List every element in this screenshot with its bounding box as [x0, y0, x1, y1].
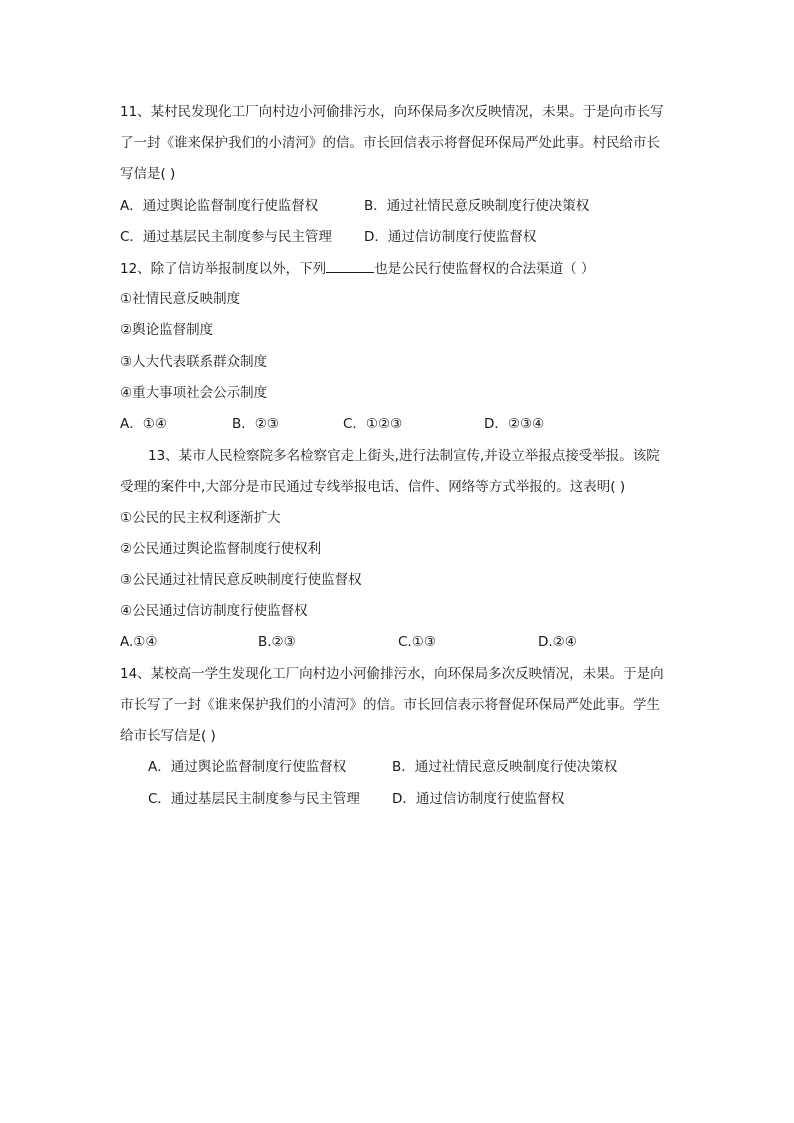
q14-option-b: B．通过社情民意反映制度行使决策权 — [392, 759, 618, 775]
q13-item-4: ④公民通过信访制度行使监督权 — [120, 603, 308, 619]
q14-option-d: D．通过信访制度行使监督权 — [392, 791, 565, 807]
q12-item-1: ①社情民意反映制度 — [120, 291, 241, 307]
q12-option-b: B．②③ — [232, 416, 279, 432]
q14-option-a: A．通过舆论监督制度行使监督权 — [148, 759, 347, 775]
q13-option-c: C.①③ — [398, 634, 436, 650]
q13-item-3: ③公民通过社情民意反映制度行使监督权 — [120, 572, 362, 588]
q13-item-1: ①公民的民主权利逐渐扩大 — [120, 510, 281, 526]
q12-stem-after: 也是公民行使监督权的合法渠道（ ） — [374, 261, 595, 277]
q11-option-c: C．通过基层民主制度参与民主管理 — [120, 229, 332, 245]
q12-stem — [120, 258, 594, 278]
q11-option-d: D．通过信访制度行使监督权 — [364, 229, 537, 245]
q11-option-b: B．通过社情民意反映制度行使决策权 — [364, 198, 590, 214]
q13-item-2: ②公民通过舆论监督制度行使权利 — [120, 541, 322, 557]
q11-stem-line1: 11、某村民发现化工厂向村边小河偷排污水，向环保局多次反映情况，未果。于是向市长写 — [120, 104, 664, 120]
q12-option-c: C．①②③ — [343, 416, 403, 432]
q14-stem-line3: 给市长写信是( ) — [120, 728, 216, 744]
q12-item-2: ②舆论监督制度 — [120, 322, 214, 338]
q13-option-d: D.②④ — [538, 634, 577, 650]
q14-stem-line1: 14、某校高一学生发现化工厂向村边小河偷排污水，向环保局多次反映情况，未果。于是向 — [120, 666, 664, 682]
q12-option-a: A．①④ — [120, 416, 167, 432]
q12-stem-before: 12、除了信访举报制度以外，下列 — [120, 261, 327, 277]
q12-item-4: ④重大事项社会公示制度 — [120, 385, 268, 401]
q11-stem-line2: 了一封《谁来保护我们的小清河》的信。市长回信表示将督促环保局严处此事。村民给市长 — [120, 135, 660, 151]
q13-option-a: A.①④ — [120, 634, 158, 650]
q12-item-3: ③人大代表联系群众制度 — [120, 354, 268, 370]
q13-stem-line2: 受理的案件中,大部分是市民通过专线举报电话、信件、网络等方式举报的。这表明( ) — [120, 479, 626, 495]
q12-answer-blank — [326, 258, 374, 273]
q13-stem-line1: 13、某市人民检察院多名检察官走上街头,进行法制宣传,并设立举报点接受举报。该院 — [148, 448, 660, 464]
q13-option-b: B.②③ — [258, 634, 296, 650]
q14-stem-line2: 市长写了一封《谁来保护我们的小清河》的信。市长回信表示将督促环保局严处此事。学生 — [120, 697, 660, 713]
q12-option-d: D．②③④ — [484, 416, 545, 432]
q11-stem-line3: 写信是( ) — [120, 166, 176, 182]
q11-option-a: A．通过舆论监督制度行使监督权 — [120, 198, 319, 214]
q14-option-c: C．通过基层民主制度参与民主管理 — [148, 791, 360, 807]
